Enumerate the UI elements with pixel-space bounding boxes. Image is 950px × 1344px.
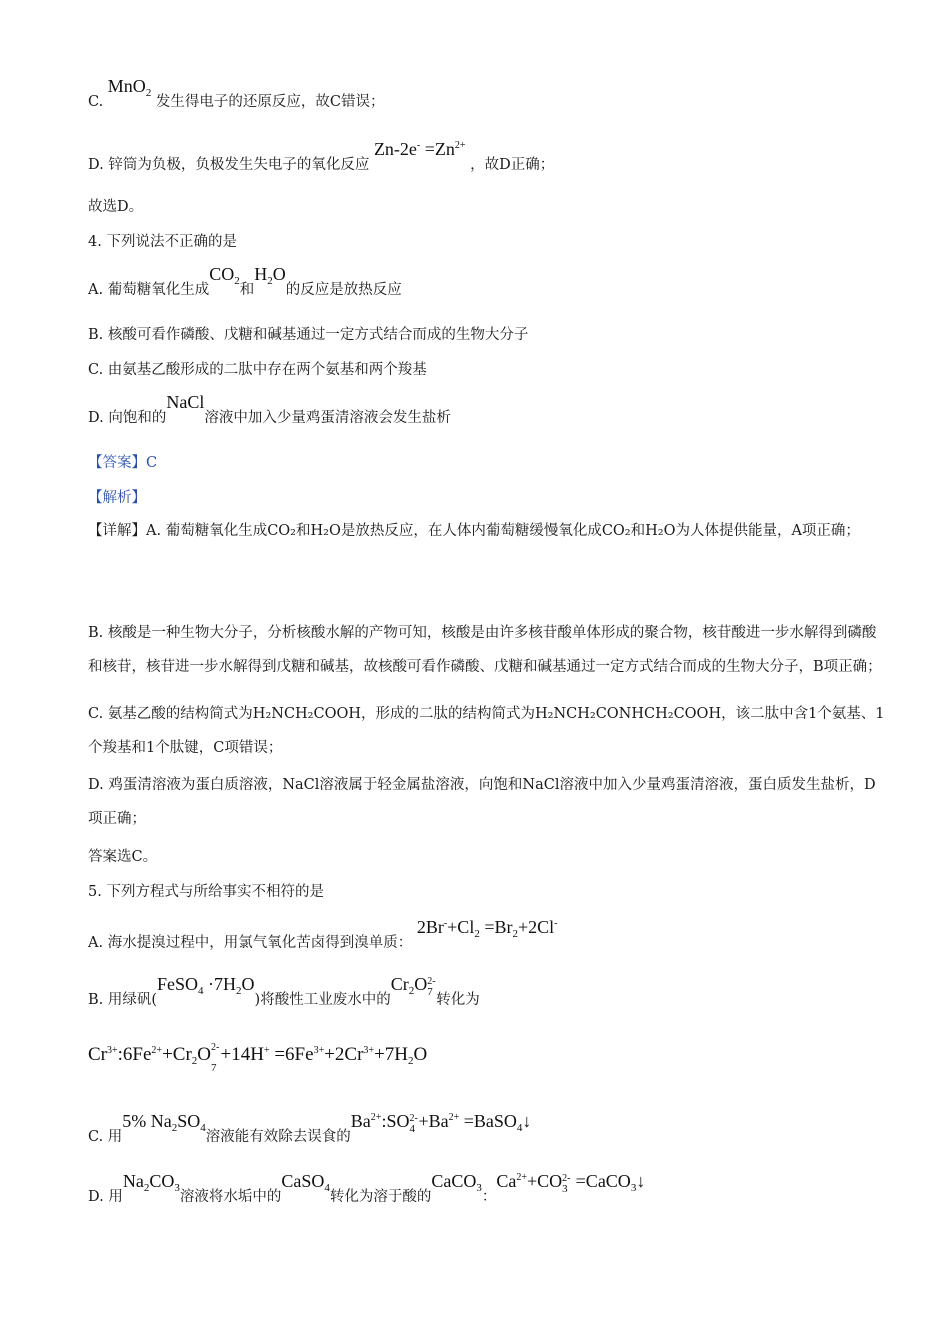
option-c-prefix: C.: [88, 94, 108, 110]
barium-sulfate-formula: $Ba^{2+}:SO$ 2- 4 $+Ba^{2+}$ =BaSO$_4$↓: [350, 1111, 532, 1135]
nacl-formula: NaCl: [166, 392, 205, 412]
q4-conclusion: 答案选C。: [88, 849, 158, 865]
q4-option-d: D. 向饱和的NaCl溶液中加入少量鸡蛋清溶液会发生盐析: [88, 392, 451, 426]
q5-option-a: A. 海水提溴过程中，用氯气氧化苦卤得到溴单质： $2Br^-+Cl_2 =Br_2+2Cl^-$: [88, 917, 558, 951]
option-c-text: 发生得电子的还原反应，故C错误；: [155, 94, 385, 110]
bromine-formula: $2Br^-+Cl_2 =Br_2+2Cl^-$: [416, 917, 558, 940]
sodium-carbonate-formula: $Na_2CO_3$: [122, 1171, 180, 1194]
h2o-formula: $H_2O$: [254, 264, 286, 287]
dichromate-formula: $Cr_2O$ 2- 7: [390, 974, 436, 998]
q4-detail-c: C. 氨基乙酸的结构简式为H₂NCH₂COOH，形成的二肽的结构简式为H₂NCH₂CONHCH₂COOH，该二肽中含1个氨基、1个羧基和1个肽键，C项错误；: [88, 706, 885, 756]
zinc-oxidation-formula: $Zn-2e^- =Zn^{2+}$: [373, 139, 466, 159]
q5-option-b-equation: $Cr^{3+}:6Fe^{2+}+Cr_2O$ 2- 7 $+14H^+ =6Fe^{3+}+2Cr^{3+}+7H_2O$: [88, 1042, 428, 1074]
calcium-sulfate-formula: CaSO$_4$: [281, 1171, 330, 1194]
q4-option-a: A. 葡萄糖氧化生成$CO_2$和$H_2O$的反应是放热反应: [88, 264, 402, 298]
option-d-line: [88, 139, 890, 175]
sodium-sulfate-formula: 5% $Na_2SO_4$: [122, 1111, 206, 1134]
mno2-formula: MnO$_2$: [107, 76, 152, 99]
q5-option-c: C. 用5% $Na_2SO_4$溶液能有效除去误食的$Ba^{2+}:SO$ 2- 4 $+Ba^{2+}$ =BaSO$_4$↓: [88, 1111, 532, 1145]
q4-option-c: C. 由氨基乙酸形成的二肽中存在两个氨基和两个羧基: [88, 362, 427, 378]
q4-detail-d: D. 鸡蛋清溶液为蛋白质溶液，NaCl溶液属于轻金属盐溶液，向饱和NaCl溶液中加入少量鸡蛋清溶液，蛋白质发生盐析，D项正确；: [88, 777, 876, 827]
co2-formula: $CO_2$: [209, 264, 240, 287]
option-d-text: ，故D正确；: [470, 157, 555, 173]
q5-option-b: B. 用绿矾(FeSO$_4$ $\cdot 7H_2O$)将酸性工业废水中的$Cr_2O$ 2- 7 转化为: [88, 974, 480, 1008]
q4-analysis: 【解析】: [88, 490, 146, 506]
calcium-carbonate-formula: CaCO$_3$: [431, 1171, 482, 1194]
choose-d: 故选D。: [88, 199, 144, 215]
q4-detail-b: B. 核酸是一种生物大分子，分析核酸水解的产物可知，核酸是由许多核苷酸单体形成的聚合物，核苷酸进一步水解得到磷酸和核苷，核苷进一步水解得到戊糖和碱基，故核酸可看作磷酸、戊糖和碱基通过一定方式结合而成的生物大分子，B项正确；: [88, 625, 882, 675]
calcium-carbonate-equation: $Ca^{2+}+CO$ 2- 3 =CaCO$_3$↓: [496, 1171, 646, 1195]
q4-stem: 4. 下列说法不正确的是: [88, 234, 237, 250]
green-vitriol-formula: FeSO$_4$ $\cdot 7H_2O$: [157, 974, 255, 997]
q5-stem: 5. 下列方程式与所给事实不相符的是: [88, 884, 324, 900]
q4-option-b: B. 核酸可看作磷酸、戊糖和碱基通过一定方式结合而成的生物大分子: [88, 327, 529, 343]
q4-answer: 【答案】C: [88, 455, 158, 471]
option-d-prefix: D. 锌筒为负极，负极发生失电子的氧化反应: [88, 157, 370, 173]
option-c-line: [88, 76, 890, 117]
q4-detail-a: 【详解】A. 葡萄糖氧化生成CO₂和H₂O是放热反应，在人体内葡萄糖缓慢氧化成CO₂和H₂O为人体提供能量，A项正确；: [88, 523, 860, 539]
q5-option-d: D. 用$Na_2CO_3$溶液将水垢中的CaSO$_4$转化为溶于酸的CaCO$_3$：$Ca^{2+}+CO$ 2- 3 =CaCO$_3$↓: [88, 1171, 646, 1205]
